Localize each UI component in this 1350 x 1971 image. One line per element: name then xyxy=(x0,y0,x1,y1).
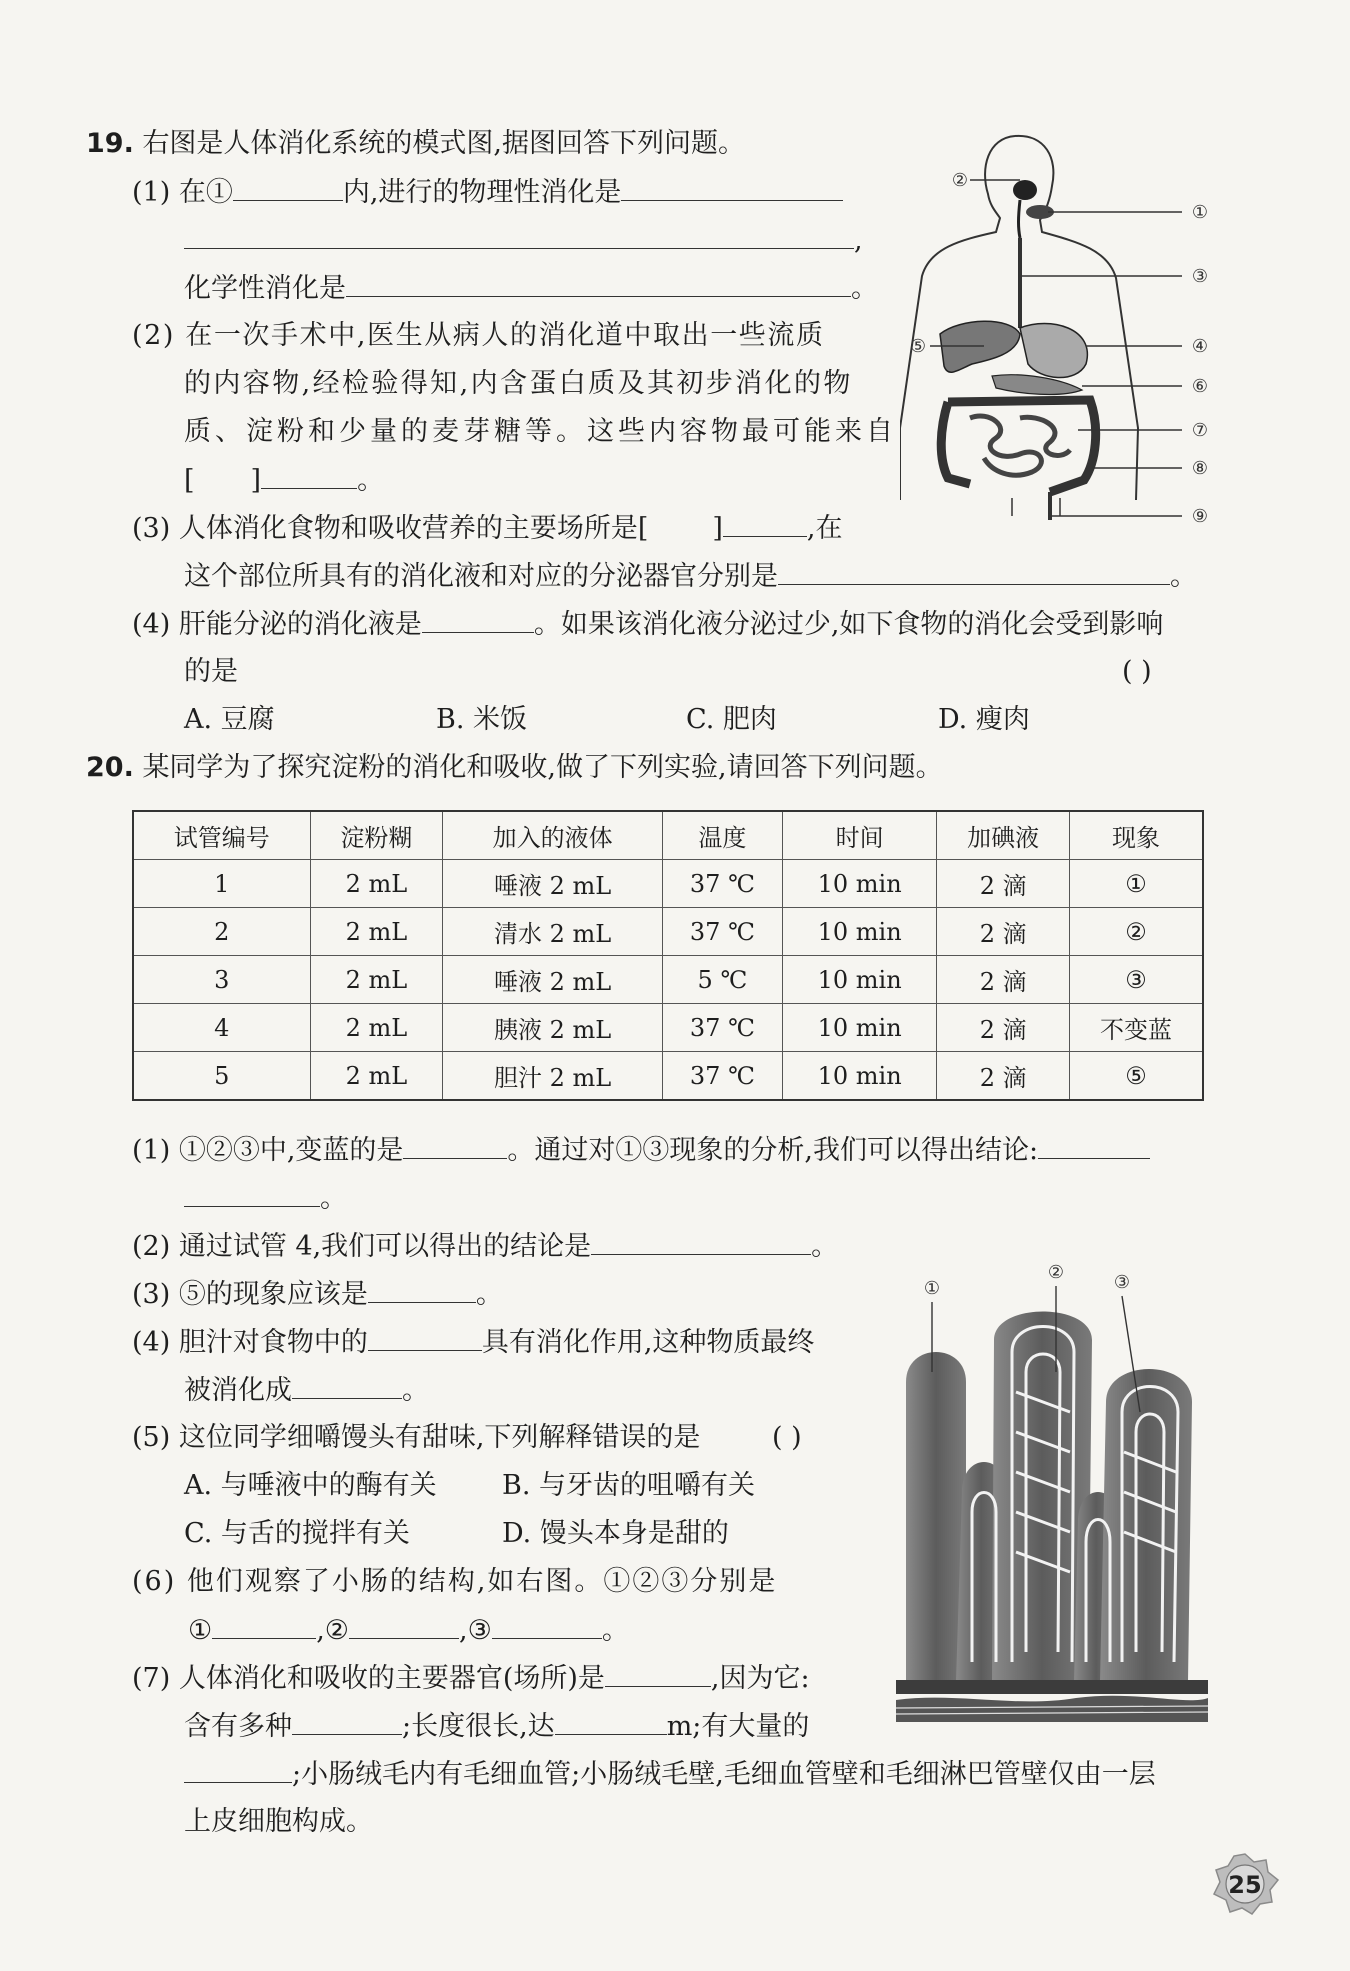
q19-part2-line3: 质、淀粉和少量的麦芽糖等。这些内容物最可能来自 xyxy=(184,416,897,447)
q20-intro xyxy=(86,750,943,786)
table-cell: 唾液 2 mL xyxy=(443,860,663,908)
q20-sub4-line2 xyxy=(184,1372,429,1409)
blank[interactable] xyxy=(723,510,807,537)
q19-part2-line1: (2) 在一次手术中,医生从病人的消化道中取出一些流质 xyxy=(132,320,825,351)
q20-s6-1: ① xyxy=(188,1615,213,1646)
table-cell: 1 xyxy=(133,860,310,908)
q19-option-c: C. 肥肉 xyxy=(686,704,777,735)
q20-s7-l2a: 含有多种 xyxy=(184,1711,292,1742)
table-cell: 唾液 2 mL xyxy=(443,956,663,1004)
q19-p3-a: (3) 人体消化食物和吸收营养的主要场所是[ xyxy=(132,513,649,544)
q19-option-b: B. 米饭 xyxy=(436,704,528,735)
villi-label-3: ③ xyxy=(1113,1272,1131,1293)
q19-p1-c: , xyxy=(854,225,863,256)
period: 。 xyxy=(320,1183,347,1214)
q20-sub7-line2 xyxy=(184,1708,809,1745)
fig-label-6: ⑥ xyxy=(1191,376,1209,397)
fig-label-1: ① xyxy=(1191,202,1209,223)
blank[interactable] xyxy=(346,270,851,297)
table-header: 时间 xyxy=(782,811,937,860)
q20-s4-b: 具有消化作用,这种物质最终 xyxy=(481,1327,815,1358)
q20-s1-a: (1) ①②③中,变蓝的是 xyxy=(132,1135,404,1166)
table-cell: 37 ℃ xyxy=(662,1052,782,1101)
table-cell: 2 滴 xyxy=(937,860,1070,908)
answer-paren[interactable]: ( ) xyxy=(772,1422,802,1453)
fig-label-3: ③ xyxy=(1191,266,1209,287)
table-row xyxy=(133,1052,1203,1101)
table-header: 淀粉糊 xyxy=(310,811,443,860)
q19-option-a: A. 豆腐 xyxy=(184,704,275,735)
q19-part2-line2: 的内容物,经检验得知,内含蛋白质及其初步消化的物 xyxy=(184,368,853,399)
q19-part3-line2 xyxy=(184,558,1197,595)
table-header-row xyxy=(133,811,1203,860)
q20-s1-b: 。通过对①③现象的分析,我们可以得出结论: xyxy=(507,1135,1039,1166)
villi-label-2: ② xyxy=(1047,1262,1065,1283)
blank[interactable] xyxy=(349,1612,459,1639)
page-number: 25 xyxy=(1228,1871,1262,1899)
q19-part1-line1 xyxy=(132,174,843,211)
q20-s7-l2c: m;有大量的 xyxy=(666,1711,810,1742)
fig-label-9: ⑨ xyxy=(1191,506,1209,527)
q19-p4-b: 。如果该消化液分泌过少,如下食物的消化会受到影响 xyxy=(533,609,1164,640)
table-cell: 10 min xyxy=(782,860,937,908)
q20-s5-option-c: C. 与舌的搅拌有关 xyxy=(184,1518,410,1549)
villi-label-1: ① xyxy=(923,1278,941,1299)
table-cell: 2 mL xyxy=(310,1052,443,1101)
q20-s7-l3: ;小肠绒毛内有毛细血管;小肠绒毛壁,毛细血管壁和毛细淋巴管壁仅由一层 xyxy=(292,1759,1156,1790)
q20-s5-option-a: A. 与唾液中的酶有关 xyxy=(184,1470,437,1501)
table-cell: 不变蓝 xyxy=(1069,1004,1203,1052)
q20-sub6-line1: (6) 他们观察了小肠的结构,如右图。①②③分别是 xyxy=(132,1566,778,1597)
table-header: 加入的液体 xyxy=(443,811,663,860)
q20-s6-3: ,③ xyxy=(459,1615,492,1646)
fig-label-5: ⑤ xyxy=(909,336,927,357)
table-cell: 3 xyxy=(133,956,310,1004)
experiment-table xyxy=(132,810,1204,1101)
table-cell: ② xyxy=(1069,908,1203,956)
q20-s5-option-b: B. 与牙齿的咀嚼有关 xyxy=(502,1470,756,1501)
table-cell: 2 mL xyxy=(310,860,443,908)
blank[interactable] xyxy=(184,222,854,249)
table-cell: 4 xyxy=(133,1004,310,1052)
table-header: 加碘液 xyxy=(937,811,1070,860)
blank[interactable] xyxy=(233,174,343,201)
blank[interactable] xyxy=(422,606,534,633)
period: 。 xyxy=(1170,561,1197,592)
table-cell: ① xyxy=(1069,860,1203,908)
table-cell: 2 xyxy=(133,908,310,956)
q19-number: 19. xyxy=(86,128,134,159)
small-intestine-villi-figure xyxy=(896,1262,1208,1732)
q20-sub1-line2 xyxy=(184,1180,347,1217)
q20-s2-a: (2) 通过试管 4,我们可以得出的结论是 xyxy=(132,1231,592,1262)
q20-s5-option-d: D. 馒头本身是甜的 xyxy=(502,1518,729,1549)
table-cell: 2 mL xyxy=(310,908,443,956)
table-row xyxy=(133,860,1203,908)
period: 。 xyxy=(402,1375,429,1406)
period: 。 xyxy=(811,1231,839,1262)
q19-part3-line1 xyxy=(132,510,843,547)
q19-part2-line4 xyxy=(184,462,384,499)
q20-sub7-line3 xyxy=(184,1756,1156,1793)
fig-label-7: ⑦ xyxy=(1191,420,1209,441)
q20-sub4-line1 xyxy=(132,1324,814,1361)
blank[interactable] xyxy=(292,1372,402,1399)
blank[interactable] xyxy=(555,1708,667,1735)
table-cell: 37 ℃ xyxy=(662,908,782,956)
q20-s3-a: (3) ⑤的现象应该是 xyxy=(132,1279,368,1310)
blank[interactable] xyxy=(292,1708,402,1735)
q20-s7-a: (7) 人体消化和吸收的主要器官(场所)是 xyxy=(132,1663,605,1694)
blank[interactable] xyxy=(261,462,357,489)
q19-part1-line2 xyxy=(184,222,863,259)
q20-s4-l2: 被消化成 xyxy=(184,1375,292,1406)
q19-p1-a: (1) 在① xyxy=(132,177,233,208)
bracket-right: ] xyxy=(712,513,723,544)
blank[interactable] xyxy=(212,1612,316,1639)
table-cell: 2 滴 xyxy=(937,956,1070,1004)
blank[interactable] xyxy=(778,558,1170,585)
table-cell: ③ xyxy=(1069,956,1203,1004)
table-row xyxy=(133,908,1203,956)
table-cell: 5 ℃ xyxy=(662,956,782,1004)
q20-sub5: (5) 这位同学细嚼馒头有甜味,下列解释错误的是 xyxy=(132,1422,701,1453)
blank[interactable] xyxy=(492,1612,602,1639)
fig-label-8: ⑧ xyxy=(1191,458,1209,479)
q19-p3-c: ,在 xyxy=(806,513,843,544)
table-row xyxy=(133,956,1203,1004)
q19-p1-e: 。 xyxy=(851,273,878,304)
table-row xyxy=(133,1004,1203,1052)
digestive-system-figure xyxy=(900,128,1220,528)
bracket-left: [ xyxy=(184,465,195,496)
blank[interactable] xyxy=(368,1324,482,1351)
table-header: 温度 xyxy=(662,811,782,860)
table-cell: 37 ℃ xyxy=(662,860,782,908)
table-cell: 10 min xyxy=(782,908,937,956)
page-number-badge xyxy=(1210,1852,1280,1916)
q20-s7-b: ,因为它: xyxy=(710,1663,810,1694)
q19-part1-line3 xyxy=(184,270,878,307)
fig-label-4: ④ xyxy=(1191,336,1209,357)
answer-paren[interactable]: ( ) xyxy=(1122,656,1152,687)
blank[interactable] xyxy=(621,174,843,201)
q19-option-d: D. 瘦肉 xyxy=(938,704,1030,735)
blank[interactable] xyxy=(368,1276,476,1303)
blank[interactable] xyxy=(591,1228,811,1255)
table-cell: ⑤ xyxy=(1069,1052,1203,1101)
fig-label-2: ② xyxy=(951,170,969,191)
table-cell: 胰液 2 mL xyxy=(443,1004,663,1052)
table-cell: 2 滴 xyxy=(937,1052,1070,1101)
q20-sub2 xyxy=(132,1228,838,1265)
q19-part4-line1 xyxy=(132,606,1163,643)
table-cell: 10 min xyxy=(782,1052,937,1101)
q20-s4-a: (4) 胆汁对食物中的 xyxy=(132,1327,368,1358)
table-header: 试管编号 xyxy=(133,811,310,860)
q19-p4-a: (4) 肝能分泌的消化液是 xyxy=(132,609,422,640)
table-cell: 清水 2 mL xyxy=(443,908,663,956)
blank[interactable] xyxy=(184,1180,320,1207)
q20-sub7-line1 xyxy=(132,1660,810,1697)
table-cell: 2 滴 xyxy=(937,1004,1070,1052)
q20-s6-2: ,② xyxy=(316,1615,350,1646)
table-cell: 2 mL xyxy=(310,956,443,1004)
table-cell: 胆汁 2 mL xyxy=(443,1052,663,1101)
blank[interactable] xyxy=(184,1756,292,1783)
period: 。 xyxy=(475,1279,503,1310)
q20-sub7-line4: 上皮细胞构成。 xyxy=(184,1806,373,1837)
table-cell: 5 xyxy=(133,1052,310,1101)
table-header: 现象 xyxy=(1069,811,1203,860)
q19-p1-d: 化学性消化是 xyxy=(184,273,346,304)
q20-intro-text: 某同学为了探究淀粉的消化和吸收,做了下列实验,请回答下列问题。 xyxy=(142,752,943,783)
period: 。 xyxy=(357,465,385,496)
table-cell: 2 mL xyxy=(310,1004,443,1052)
blank[interactable] xyxy=(403,1132,507,1159)
period: 。 xyxy=(601,1615,629,1646)
q20-number: 20. xyxy=(86,752,134,783)
q19-p3-l2: 这个部位所具有的消化液和对应的分泌器官分别是 xyxy=(184,561,778,592)
table-cell: 37 ℃ xyxy=(662,1004,782,1052)
q19-part4-line2: 的是 xyxy=(184,656,238,687)
blank[interactable] xyxy=(605,1660,711,1687)
q20-sub1-line1 xyxy=(132,1132,1150,1169)
bracket-right: ] xyxy=(250,465,262,496)
table-cell: 2 滴 xyxy=(937,908,1070,956)
q20-sub6-line2 xyxy=(188,1612,629,1649)
q19-intro-text: 右图是人体消化系统的模式图,据图回答下列问题。 xyxy=(142,128,746,159)
q19-p1-b: 内,进行的物理性消化是 xyxy=(342,177,622,208)
q20-sub3 xyxy=(132,1276,503,1313)
q20-s7-l2b: ;长度很长,达 xyxy=(402,1711,555,1742)
blank[interactable] xyxy=(1038,1132,1150,1159)
table-cell: 10 min xyxy=(782,1004,937,1052)
table-cell: 10 min xyxy=(782,956,937,1004)
q19-intro xyxy=(86,126,745,162)
